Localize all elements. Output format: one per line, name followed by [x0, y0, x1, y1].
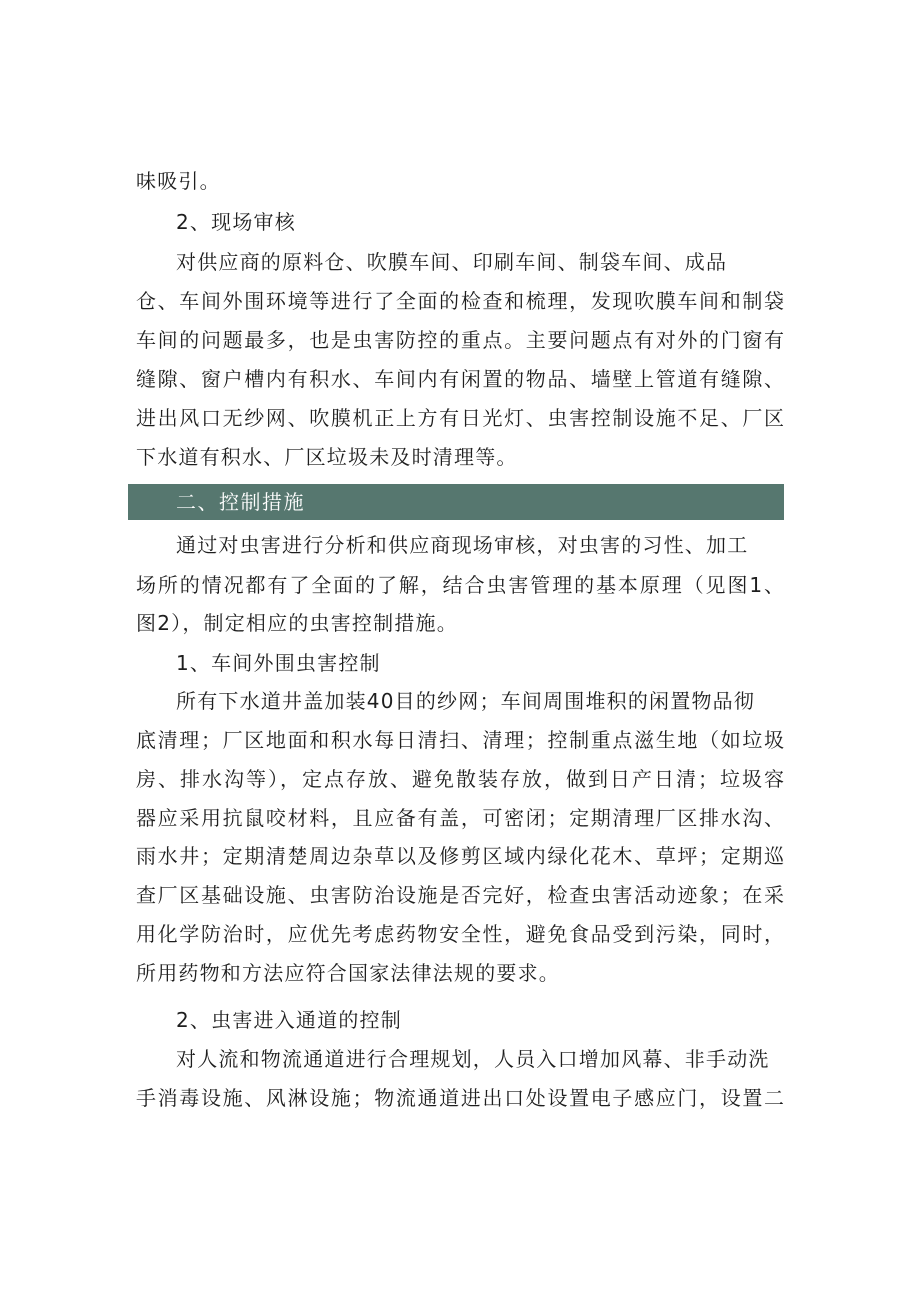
paragraph-line: 场所的情况都有了全面的了解，结合虫害管理的基本原理（见图1、: [136, 573, 784, 597]
paragraph-line: 对人流和物流通道进行合理规划，人员入口增加风幕、非手动洗: [176, 1047, 770, 1071]
paragraph-line: 用化学防治时，应优先考虑药物安全性，避免食品受到污染，同时，: [136, 922, 784, 946]
section-title: 二、控制措施: [176, 490, 305, 514]
paragraph-line: 底清理；厂区地面和积水每日清扫、清理；控制重点滋生地（如垃圾: [136, 728, 784, 752]
paragraph-line: 仓、车间外围环境等进行了全面的检查和梳理，发现吹膜车间和制袋: [136, 289, 784, 313]
paragraph-line: 雨水井；定期清楚周边杂草以及修剪区域内绿化花木、草坪；定期巡: [136, 844, 784, 868]
paragraph-line: 手消毒设施、风淋设施；物流通道进出口处设置电子感应门，设置二: [136, 1086, 784, 1110]
paragraph-line: 味吸引。: [136, 169, 221, 193]
paragraph-line: 进出风口无纱网、吹膜机正上方有日光灯、虫害控制设施不足、厂区: [136, 406, 784, 430]
paragraph-line: 所用药物和方法应符合国家法律法规的要求。: [136, 961, 560, 985]
paragraph-line: 对供应商的原料仓、吹膜车间、印刷车间、制袋车间、成品: [176, 250, 728, 274]
subsection-heading: 1、车间外围虫害控制: [176, 651, 381, 675]
paragraph-line: 车间的问题最多，也是虫害防控的重点。主要问题点有对外的门窗有: [136, 328, 784, 352]
paragraph-line: 所有下水道井盖加装40目的纱网；车间周围堆积的闲置物品彻: [176, 689, 756, 713]
paragraph-line: 器应采用抗鼠咬材料，且应备有盖，可密闭；定期清理厂区排水沟、: [136, 806, 784, 830]
subsection-heading: 2、现场审核: [176, 210, 296, 234]
paragraph-line: 下水道有积水、厂区垃圾未及时清理等。: [136, 445, 518, 469]
paragraph-line: 通过对虫害进行分析和供应商现场审核，对虫害的习性、加工: [176, 533, 749, 557]
paragraph-line: 房、排水沟等），定点存放、避免散装存放，做到日产日清；垃圾容: [136, 767, 784, 791]
subsection-heading: 2、虫害进入通道的控制: [176, 1008, 402, 1032]
paragraph-line: 图2），制定相应的虫害控制措施。: [136, 611, 458, 635]
paragraph-line: 查厂区基础设施、虫害防治设施是否完好，检查虫害活动迹象；在采: [136, 883, 784, 907]
paragraph-line: 缝隙、窗户槽内有积水、车间内有闲置的物品、墙壁上管道有缝隙、: [136, 367, 784, 391]
